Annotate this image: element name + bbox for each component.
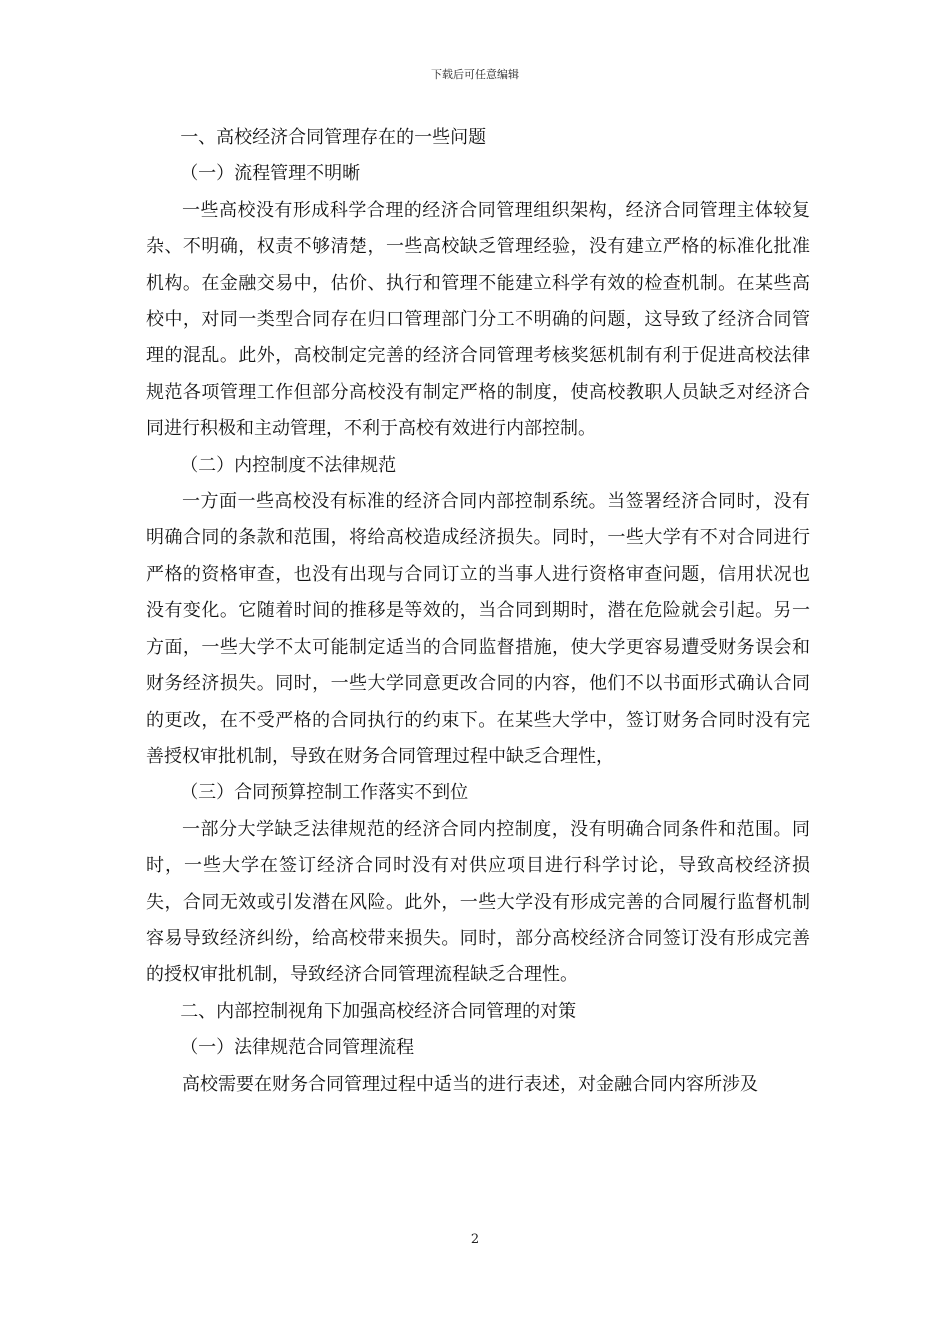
subsection-heading-1-1: （一）流程管理不明晰 (180, 163, 361, 185)
section-heading-2: 二、内部控制视角下加强高校经济合同管理的对策 (180, 1000, 577, 1022)
document-body (146, 120, 810, 1103)
page-number: 2 (470, 1232, 480, 1247)
paragraph-4: 高校需要在财务合同管理过程中适当的进行表述，对金融合同内容所涉及 (182, 1073, 758, 1095)
section-heading-1: 一、高校经济合同管理存在的一些问题 (180, 127, 487, 148)
paragraph-2: 一方面一些高校没有标准的经济合同内部控制系统。当签署经济合同时，没有明确合同的条款和范围，将给高校造成经济损失。同时，一些大学有不对合同进行严格的资格审查，也没有出现与合同订立的当事人进行资格审查问题，信用状况也没有变化。它随着时间的推移是等效的，当合同到期时，潜在危险就会引起。另一方面，一些大学不太可能制定适当的合同监督措施，使大学更容易遭受财务误会和财务经济损失。同时，一些大学同意更改合同的内容，他们不以书面形式确认合同的更改，在不受严格的合同执行的约束下。在某些大学中，签订财务合同时没有完善授权审批机制，导致在财务合同管理过程中缺乏合理性， (146, 491, 810, 767)
paragraph-1: 一些高校没有形成科学合理的经济合同管理组织架构，经济合同管理主体较复杂、不明确，权责不够清楚，一些高校缺乏管理经验，没有建立严格的标准化批准机构。在金融交易中，估价、执行和管理不能建立科学有效的检查机制。在某些高校中，对同一类型合同存在归口管理部门分工不明确的问题，这导致了经济合同管理的混乱。此外，高校制定完善的经济合同管理考核奖惩机制有利于促进高校法律规范各项管理工作但部分高校没有制定严格的制度，使高校教职人员缺乏对经济合同进行积极和主动管理，不利于高校有效进行内部控制。 (146, 199, 810, 440)
subsection-heading-1-2: （二）内控制度不法律规范 (180, 454, 397, 476)
paragraph-3: 一部分大学缺乏法律规范的经济合同内控制度，没有明确合同条件和范围。同时，一些大学在签订经济合同时没有对供应项目进行科学讨论，导致高校经济损失，合同无效或引发潜在风险。此外，一些大学没有形成完善的合同履行监督机制容易导致经济纠纷，给高校带来损失。同时，部分高校经济合同签订没有形成完善的授权审批机制，导致经济合同管理流程缺乏合理性。 (146, 818, 810, 986)
subsection-heading-1-3: （三）合同预算控制工作落实不到位 (180, 782, 469, 804)
page-header: 下载后可任意编辑 (431, 68, 519, 81)
subsection-heading-2-1: （一）法律规范合同管理流程 (180, 1037, 415, 1059)
